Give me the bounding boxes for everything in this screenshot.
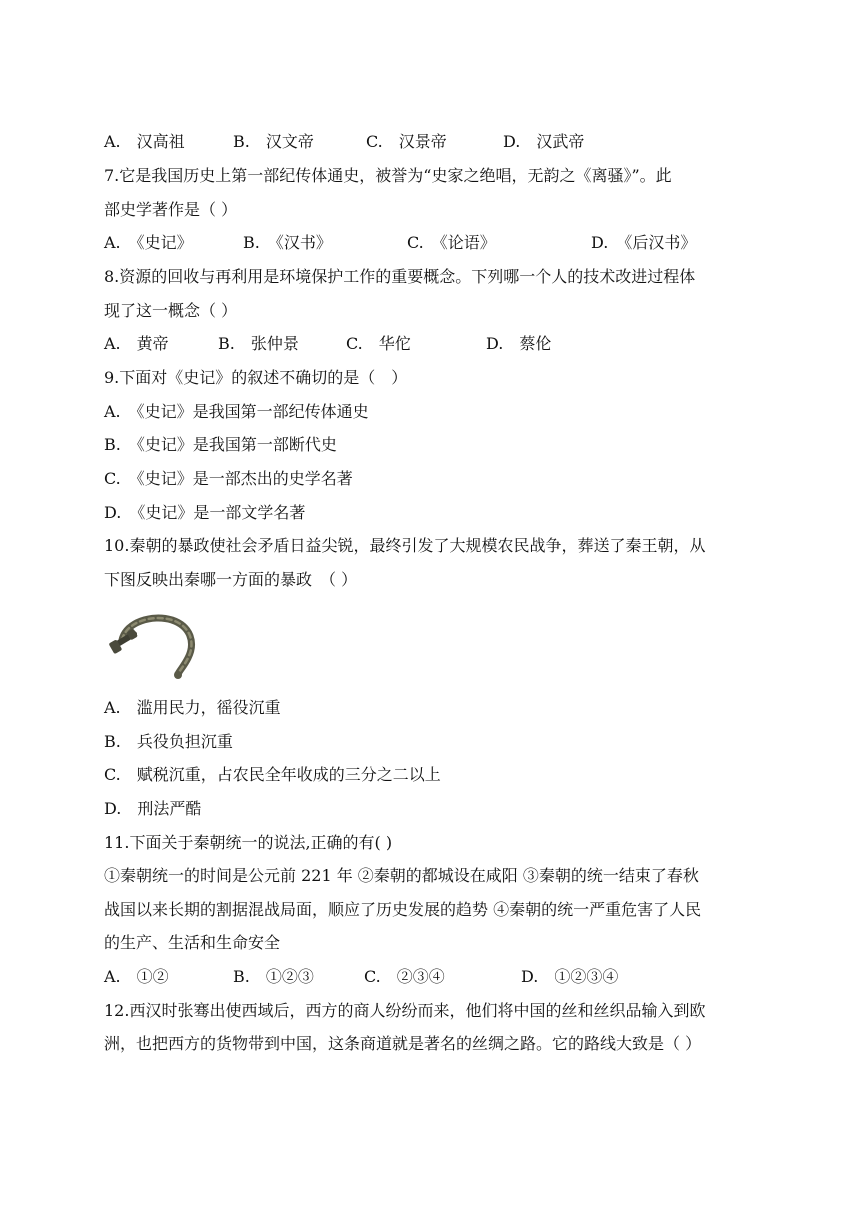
q6-option-a: A. 汉高祖 [104, 132, 185, 151]
q10-option-a: A. 滥用民力，徭役沉重 [104, 698, 281, 717]
q7-option-d: D. 《后汉书》 [591, 233, 697, 252]
q6-option-c: C. 汉景帝 [366, 132, 447, 151]
q6-option-d: D. 汉武帝 [503, 132, 585, 151]
q8-option-b: B. 张仲景 [218, 334, 299, 353]
q9-option-a: A. 《史记》是我国第一部纪传体通史 [104, 402, 369, 421]
q11-statement-line2: 战国以来长期的割据混战局面，顺应了历史发展的趋势 ④秦朝的统一严重危害了人民 [104, 900, 702, 919]
q8-option-d: D. 蔡伦 [486, 334, 552, 353]
q11-option-d: D. ①②③④ [521, 967, 619, 986]
q9-option-b: B. 《史记》是我国第一部断代史 [104, 435, 337, 454]
shackle-image [108, 608, 200, 682]
q8-option-a: A. 黄帝 [104, 334, 169, 353]
q8-stem-line1: 8.资源的回收与再利用是环境保护工作的重要概念。下列哪一个人的技术改进过程体 [104, 267, 696, 286]
q6-option-b: B. 汉文帝 [233, 132, 314, 151]
q11-option-c: C. ②③④ [364, 967, 445, 986]
q10-option-d: D. 刑法严酷 [104, 799, 202, 818]
q7-stem-line2: 部史学著作是（ ） [104, 200, 238, 219]
q8-option-c: C. 华佗 [346, 334, 411, 353]
q11-option-a: A. ①② [104, 967, 169, 986]
q10-stem-line1: 10.秦朝的暴政使社会矛盾日益尖锐，最终引发了大规模农民战争，葬送了秦王朝，从 [104, 536, 706, 555]
q10-option-c: C. 赋税沉重，占农民全年收成的三分之二以上 [104, 765, 441, 784]
q11-statement-line1: ①秦朝统一的时间是公元前 221 年 ②秦朝的都城设在咸阳 ③秦朝的统一结束了春秋 [104, 866, 699, 885]
q12-stem-line1: 12.西汉时张骞出使西域后，西方的商人纷纷而来，他们将中国的丝和丝织品输入到欧 [104, 1001, 706, 1020]
q12-stem-line2: 洲，也把西方的货物带到中国，这条商道就是著名的丝绸之路。它的路线大致是（ ） [104, 1034, 702, 1053]
q7-option-b: B. 《汉书》 [243, 233, 332, 252]
q10-stem-line2: 下图反映出秦哪一方面的暴政 （ ） [104, 570, 358, 589]
q7-stem-line1: 7.它是我国历史上第一部纪传体通史，被誉为“史家之绝唱，无韵之《离骚》”。此 [104, 166, 672, 185]
q9-option-d: D. 《史记》是一部文学名著 [104, 503, 306, 522]
q9-stem: 9.下面对《史记》的叙述不确切的是（ ） [104, 368, 408, 387]
q7-option-c: C. 《论语》 [407, 233, 496, 252]
q11-option-b: B. ①②③ [233, 967, 314, 986]
q8-stem-line2: 现了这一概念（ ） [104, 301, 238, 320]
q9-option-c: C. 《史记》是一部杰出的史学名著 [104, 469, 353, 488]
q10-option-b: B. 兵役负担沉重 [104, 732, 233, 751]
q11-statement-line3: 的生产、生活和生命安全 [104, 933, 281, 952]
q11-stem: 11.下面关于秦朝统一的说法,正确的有( ) [104, 833, 393, 852]
q7-option-a: A. 《史记》 [104, 233, 193, 252]
